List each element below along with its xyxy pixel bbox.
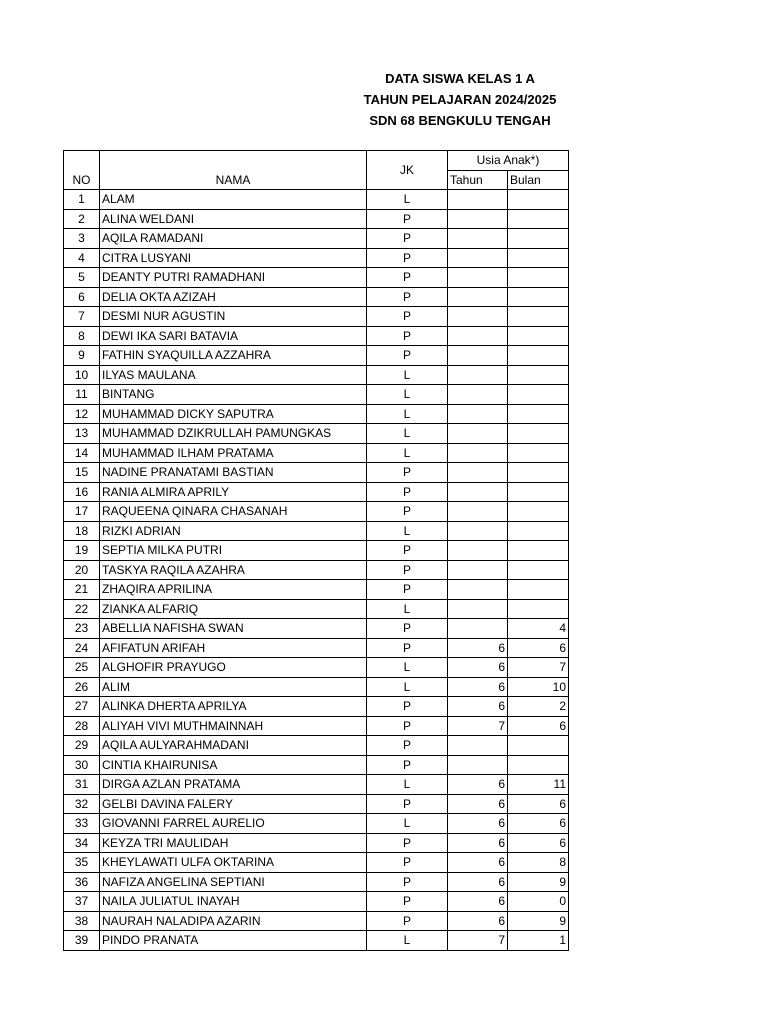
cell-no: 21 bbox=[64, 580, 100, 600]
cell-tahun bbox=[448, 404, 508, 424]
cell-no: 31 bbox=[64, 775, 100, 795]
cell-jk: P bbox=[367, 326, 448, 346]
cell-tahun bbox=[448, 541, 508, 561]
table-row bbox=[64, 814, 569, 834]
cell-nama: ALIM bbox=[100, 677, 367, 697]
table-row bbox=[64, 931, 569, 951]
cell-nama: GELBI DAVINA FALERY bbox=[100, 794, 367, 814]
document-subtitle-year: TAHUN PELAJARAN 2024/2025 bbox=[363, 92, 557, 107]
cell-tahun bbox=[448, 521, 508, 541]
table-row bbox=[64, 853, 569, 873]
table-row bbox=[64, 560, 569, 580]
cell-tahun bbox=[448, 365, 508, 385]
cell-bulan bbox=[508, 307, 569, 327]
cell-bulan bbox=[508, 385, 569, 405]
cell-no: 18 bbox=[64, 521, 100, 541]
cell-no: 8 bbox=[64, 326, 100, 346]
cell-bulan: 6 bbox=[508, 814, 569, 834]
cell-no: 19 bbox=[64, 541, 100, 561]
cell-nama: NADINE PRANATAMI BASTIAN bbox=[100, 463, 367, 483]
cell-bulan bbox=[508, 482, 569, 502]
cell-bulan: 6 bbox=[508, 716, 569, 736]
cell-nama: MUHAMMAD DZIKRULLAH PAMUNGKAS bbox=[100, 424, 367, 444]
table-row bbox=[64, 911, 569, 931]
cell-no: 11 bbox=[64, 385, 100, 405]
column-header-tahun: Tahun bbox=[448, 170, 508, 190]
cell-tahun bbox=[448, 560, 508, 580]
cell-no: 22 bbox=[64, 599, 100, 619]
cell-tahun bbox=[448, 482, 508, 502]
cell-no: 5 bbox=[64, 268, 100, 288]
cell-no: 32 bbox=[64, 794, 100, 814]
cell-nama: ALGHOFIR PRAYUGO bbox=[100, 658, 367, 678]
table-row bbox=[64, 326, 569, 346]
table-row bbox=[64, 697, 569, 717]
table-row bbox=[64, 268, 569, 288]
cell-nama: DEANTY PUTRI RAMADHANI bbox=[100, 268, 367, 288]
cell-tahun: 6 bbox=[448, 794, 508, 814]
cell-jk: P bbox=[367, 833, 448, 853]
cell-bulan: 6 bbox=[508, 833, 569, 853]
cell-bulan bbox=[508, 755, 569, 775]
table-row bbox=[64, 287, 569, 307]
column-header-bulan: Bulan bbox=[508, 170, 569, 190]
document-title: DATA SISWA KELAS 1 A bbox=[385, 71, 535, 86]
cell-jk: P bbox=[367, 755, 448, 775]
cell-bulan bbox=[508, 541, 569, 561]
cell-jk: L bbox=[367, 814, 448, 834]
cell-bulan bbox=[508, 268, 569, 288]
cell-tahun bbox=[448, 229, 508, 249]
table-row bbox=[64, 541, 569, 561]
table-row bbox=[64, 872, 569, 892]
cell-no: 13 bbox=[64, 424, 100, 444]
cell-no: 28 bbox=[64, 716, 100, 736]
cell-jk: L bbox=[367, 521, 448, 541]
cell-nama: DELIA OKTA AZIZAH bbox=[100, 287, 367, 307]
cell-jk: P bbox=[367, 346, 448, 366]
cell-bulan bbox=[508, 287, 569, 307]
cell-jk: L bbox=[367, 599, 448, 619]
cell-bulan: 6 bbox=[508, 638, 569, 658]
cell-no: 39 bbox=[64, 931, 100, 951]
cell-tahun bbox=[448, 580, 508, 600]
cell-jk: L bbox=[367, 677, 448, 697]
cell-no: 25 bbox=[64, 658, 100, 678]
cell-nama: PINDO PRANATA bbox=[100, 931, 367, 951]
cell-nama: ZIANKA ALFARIQ bbox=[100, 599, 367, 619]
cell-bulan bbox=[508, 248, 569, 268]
cell-no: 23 bbox=[64, 619, 100, 639]
table-row bbox=[64, 229, 569, 249]
cell-nama: ALINKA DHERTA APRILYA bbox=[100, 697, 367, 717]
cell-tahun: 6 bbox=[448, 697, 508, 717]
cell-bulan bbox=[508, 502, 569, 522]
cell-tahun: 6 bbox=[448, 911, 508, 931]
table-row bbox=[64, 209, 569, 229]
table-row bbox=[64, 424, 569, 444]
cell-tahun bbox=[448, 463, 508, 483]
cell-jk: L bbox=[367, 443, 448, 463]
table-row bbox=[64, 502, 569, 522]
cell-jk: P bbox=[367, 911, 448, 931]
table-row bbox=[64, 833, 569, 853]
cell-bulan: 9 bbox=[508, 911, 569, 931]
cell-jk: P bbox=[367, 463, 448, 483]
cell-jk: P bbox=[367, 716, 448, 736]
table-row bbox=[64, 365, 569, 385]
cell-bulan: 10 bbox=[508, 677, 569, 697]
cell-bulan bbox=[508, 346, 569, 366]
cell-bulan: 8 bbox=[508, 853, 569, 873]
table-row bbox=[64, 404, 569, 424]
table-row bbox=[64, 346, 569, 366]
cell-no: 12 bbox=[64, 404, 100, 424]
table-row bbox=[64, 443, 569, 463]
cell-jk: L bbox=[367, 658, 448, 678]
cell-no: 30 bbox=[64, 755, 100, 775]
cell-nama: ILYAS MAULANA bbox=[100, 365, 367, 385]
student-table bbox=[63, 150, 569, 951]
cell-nama: TASKYA RAQILA AZAHRA bbox=[100, 560, 367, 580]
cell-tahun: 6 bbox=[448, 872, 508, 892]
cell-jk: L bbox=[367, 404, 448, 424]
cell-tahun: 6 bbox=[448, 833, 508, 853]
cell-jk: L bbox=[367, 424, 448, 444]
cell-jk: P bbox=[367, 794, 448, 814]
cell-tahun: 7 bbox=[448, 716, 508, 736]
cell-tahun bbox=[448, 248, 508, 268]
table-row bbox=[64, 619, 569, 639]
cell-nama: AFIFATUN ARIFAH bbox=[100, 638, 367, 658]
cell-no: 15 bbox=[64, 463, 100, 483]
column-header-usia: Usia Anak*) bbox=[448, 151, 569, 171]
cell-jk: P bbox=[367, 209, 448, 229]
cell-nama: KHEYLAWATI ULFA OKTARINA bbox=[100, 853, 367, 873]
cell-bulan bbox=[508, 463, 569, 483]
cell-no: 14 bbox=[64, 443, 100, 463]
cell-tahun bbox=[448, 385, 508, 405]
cell-tahun bbox=[448, 346, 508, 366]
cell-nama: ALIYAH VIVI MUTHMAINNAH bbox=[100, 716, 367, 736]
table-row bbox=[64, 580, 569, 600]
cell-bulan bbox=[508, 424, 569, 444]
cell-tahun: 6 bbox=[448, 677, 508, 697]
cell-tahun bbox=[448, 502, 508, 522]
cell-no: 1 bbox=[64, 190, 100, 210]
table-row bbox=[64, 775, 569, 795]
cell-tahun bbox=[448, 190, 508, 210]
cell-jk: P bbox=[367, 229, 448, 249]
cell-bulan: 11 bbox=[508, 775, 569, 795]
table-row bbox=[64, 248, 569, 268]
cell-bulan bbox=[508, 229, 569, 249]
cell-nama: ZHAQIRA APRILINA bbox=[100, 580, 367, 600]
cell-no: 35 bbox=[64, 853, 100, 873]
cell-bulan: 9 bbox=[508, 872, 569, 892]
cell-nama: BINTANG bbox=[100, 385, 367, 405]
cell-jk: P bbox=[367, 872, 448, 892]
cell-no: 3 bbox=[64, 229, 100, 249]
cell-nama: DIRGA AZLAN PRATAMA bbox=[100, 775, 367, 795]
table-row bbox=[64, 677, 569, 697]
cell-jk: P bbox=[367, 736, 448, 756]
header-row bbox=[64, 151, 569, 171]
cell-bulan: 1 bbox=[508, 931, 569, 951]
cell-jk: P bbox=[367, 697, 448, 717]
cell-nama: CITRA LUSYANI bbox=[100, 248, 367, 268]
cell-jk: P bbox=[367, 482, 448, 502]
cell-tahun: 6 bbox=[448, 814, 508, 834]
cell-tahun: 7 bbox=[448, 931, 508, 951]
cell-nama: DESMI NUR AGUSTIN bbox=[100, 307, 367, 327]
cell-tahun: 6 bbox=[448, 853, 508, 873]
cell-jk: P bbox=[367, 502, 448, 522]
cell-tahun: 6 bbox=[448, 892, 508, 912]
cell-tahun bbox=[448, 287, 508, 307]
cell-bulan: 6 bbox=[508, 794, 569, 814]
cell-tahun bbox=[448, 209, 508, 229]
cell-no: 26 bbox=[64, 677, 100, 697]
cell-jk: P bbox=[367, 580, 448, 600]
cell-no: 34 bbox=[64, 833, 100, 853]
cell-jk: L bbox=[367, 931, 448, 951]
table-row bbox=[64, 482, 569, 502]
cell-bulan: 7 bbox=[508, 658, 569, 678]
table-row bbox=[64, 794, 569, 814]
cell-bulan bbox=[508, 190, 569, 210]
cell-no: 24 bbox=[64, 638, 100, 658]
cell-nama: DEWI IKA SARI BATAVIA bbox=[100, 326, 367, 346]
column-header-nama: NAMA bbox=[100, 151, 367, 190]
cell-no: 29 bbox=[64, 736, 100, 756]
cell-bulan bbox=[508, 326, 569, 346]
document-subtitle-school: SDN 68 BENGKULU TENGAH bbox=[369, 113, 551, 128]
cell-nama: SEPTIA MILKA PUTRI bbox=[100, 541, 367, 561]
cell-jk: P bbox=[367, 619, 448, 639]
cell-tahun: 6 bbox=[448, 775, 508, 795]
cell-nama: NAURAH NALADIPA AZARIN bbox=[100, 911, 367, 931]
cell-tahun bbox=[448, 326, 508, 346]
cell-bulan bbox=[508, 521, 569, 541]
cell-bulan bbox=[508, 365, 569, 385]
cell-nama: GIOVANNI FARREL AURELIO bbox=[100, 814, 367, 834]
column-header-jk: JK bbox=[367, 151, 448, 190]
cell-bulan bbox=[508, 404, 569, 424]
cell-no: 27 bbox=[64, 697, 100, 717]
cell-jk: P bbox=[367, 853, 448, 873]
cell-nama: RANIA ALMIRA APRILY bbox=[100, 482, 367, 502]
cell-no: 38 bbox=[64, 911, 100, 931]
cell-no: 9 bbox=[64, 346, 100, 366]
cell-tahun bbox=[448, 424, 508, 444]
cell-jk: P bbox=[367, 268, 448, 288]
cell-nama: NAFIZA ANGELINA SEPTIANI bbox=[100, 872, 367, 892]
table-row bbox=[64, 658, 569, 678]
table-row bbox=[64, 892, 569, 912]
cell-no: 20 bbox=[64, 560, 100, 580]
cell-tahun bbox=[448, 619, 508, 639]
cell-nama: ALAM bbox=[100, 190, 367, 210]
cell-no: 33 bbox=[64, 814, 100, 834]
cell-nama: ABELLIA NAFISHA SWAN bbox=[100, 619, 367, 639]
table-row bbox=[64, 638, 569, 658]
cell-bulan: 0 bbox=[508, 892, 569, 912]
cell-tahun: 6 bbox=[448, 638, 508, 658]
cell-bulan: 4 bbox=[508, 619, 569, 639]
cell-nama: RIZKI ADRIAN bbox=[100, 521, 367, 541]
cell-nama: FATHIN SYAQUILLA AZZAHRA bbox=[100, 346, 367, 366]
cell-no: 37 bbox=[64, 892, 100, 912]
cell-jk: L bbox=[367, 385, 448, 405]
cell-no: 7 bbox=[64, 307, 100, 327]
cell-jk: P bbox=[367, 560, 448, 580]
cell-no: 4 bbox=[64, 248, 100, 268]
table-row bbox=[64, 755, 569, 775]
cell-nama: KEYZA TRI MAULIDAH bbox=[100, 833, 367, 853]
cell-no: 17 bbox=[64, 502, 100, 522]
cell-jk: L bbox=[367, 365, 448, 385]
cell-nama: NAILA JULIATUL INAYAH bbox=[100, 892, 367, 912]
cell-nama: CINTIA KHAIRUNISA bbox=[100, 755, 367, 775]
cell-jk: P bbox=[367, 541, 448, 561]
table-row bbox=[64, 716, 569, 736]
cell-tahun bbox=[448, 755, 508, 775]
table-row bbox=[64, 385, 569, 405]
cell-jk: P bbox=[367, 248, 448, 268]
cell-bulan: 2 bbox=[508, 697, 569, 717]
column-header-no: NO bbox=[64, 151, 100, 190]
cell-nama: RAQUEENA QINARA CHASANAH bbox=[100, 502, 367, 522]
table-row bbox=[64, 463, 569, 483]
table-row bbox=[64, 521, 569, 541]
table-row bbox=[64, 190, 569, 210]
cell-nama: MUHAMMAD DICKY SAPUTRA bbox=[100, 404, 367, 424]
cell-bulan bbox=[508, 736, 569, 756]
cell-no: 16 bbox=[64, 482, 100, 502]
cell-jk: P bbox=[367, 892, 448, 912]
cell-tahun bbox=[448, 736, 508, 756]
cell-tahun bbox=[448, 268, 508, 288]
cell-no: 36 bbox=[64, 872, 100, 892]
cell-jk: L bbox=[367, 190, 448, 210]
cell-jk: P bbox=[367, 638, 448, 658]
table-row bbox=[64, 599, 569, 619]
cell-tahun bbox=[448, 443, 508, 463]
cell-bulan bbox=[508, 599, 569, 619]
cell-tahun bbox=[448, 307, 508, 327]
table-row bbox=[64, 307, 569, 327]
cell-nama: MUHAMMAD ILHAM PRATAMA bbox=[100, 443, 367, 463]
cell-jk: L bbox=[367, 775, 448, 795]
cell-bulan bbox=[508, 209, 569, 229]
cell-jk: P bbox=[367, 307, 448, 327]
cell-nama: AQILA RAMADANI bbox=[100, 229, 367, 249]
cell-bulan bbox=[508, 443, 569, 463]
cell-bulan bbox=[508, 580, 569, 600]
cell-bulan bbox=[508, 560, 569, 580]
cell-no: 2 bbox=[64, 209, 100, 229]
cell-no: 6 bbox=[64, 287, 100, 307]
cell-nama: ALINA WELDANI bbox=[100, 209, 367, 229]
table-row bbox=[64, 736, 569, 756]
cell-nama: AQILA AULYARAHMADANI bbox=[100, 736, 367, 756]
cell-tahun bbox=[448, 599, 508, 619]
cell-tahun: 6 bbox=[448, 658, 508, 678]
cell-jk: P bbox=[367, 287, 448, 307]
cell-no: 10 bbox=[64, 365, 100, 385]
